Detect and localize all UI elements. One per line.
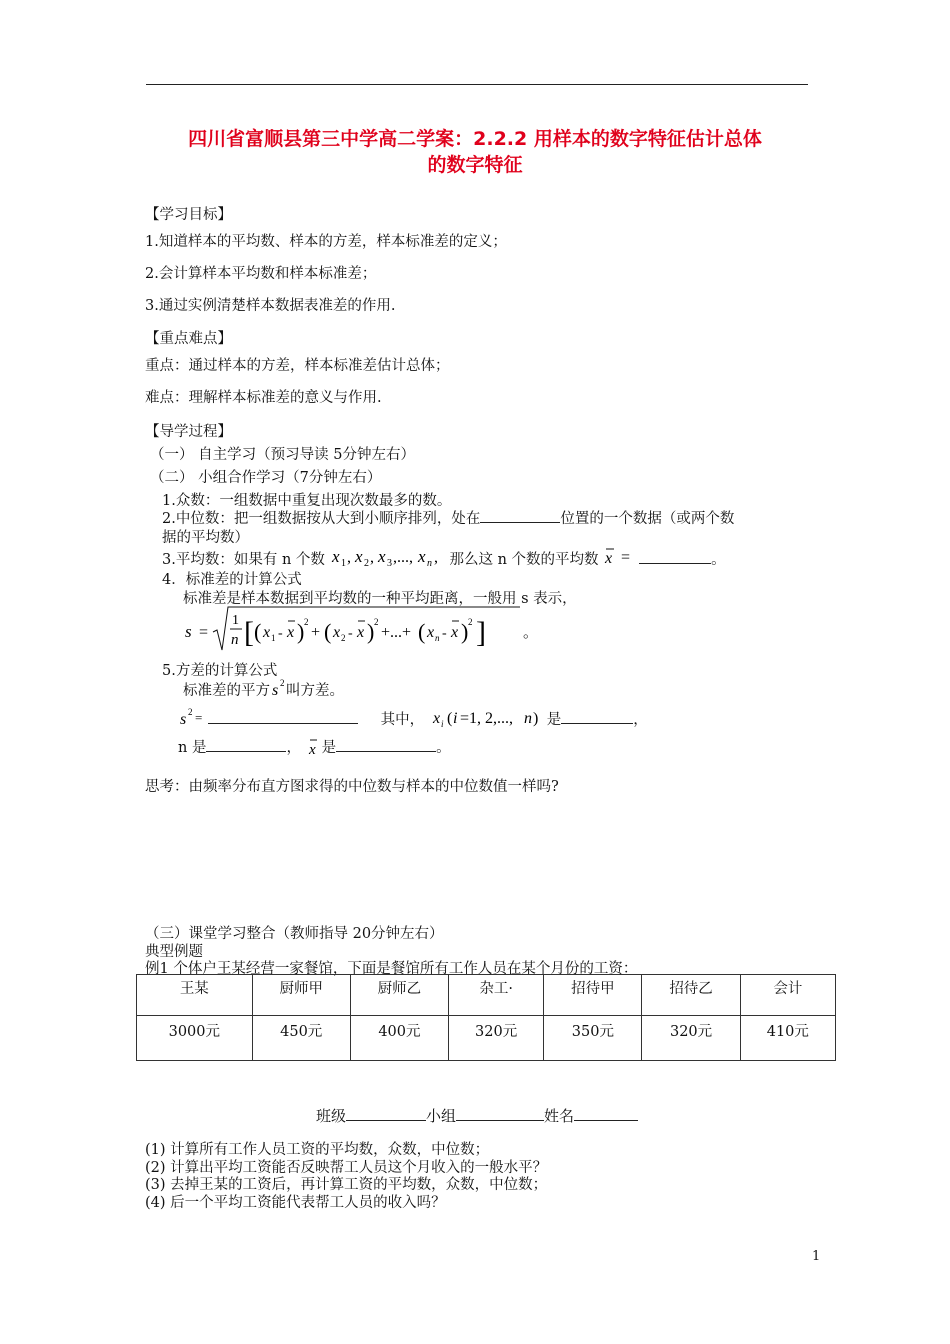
- wage-header-cell: 招待甲: [544, 975, 642, 1016]
- median-position-blank[interactable]: [480, 508, 560, 523]
- wage-header-cell: 厨师乙: [350, 975, 448, 1016]
- svg-text:2: 2: [374, 617, 379, 627]
- svg-text:1: 1: [232, 613, 239, 628]
- svg-text:x: x: [357, 624, 365, 641]
- svg-text:(: (: [254, 619, 262, 644]
- svg-text:。: 。: [523, 625, 539, 641]
- document-title: [130, 126, 820, 178]
- svg-text:): ): [532, 710, 539, 727]
- definition-median-cont: 据的平均数）: [162, 530, 249, 546]
- svg-text:2: 2: [280, 678, 285, 688]
- svg-text:=1, 2,...,: =1, 2,...,: [459, 710, 513, 727]
- wage-value-cell: 410元: [740, 1016, 835, 1061]
- wage-table: [136, 974, 836, 1061]
- svg-text:s: s: [185, 622, 192, 641]
- svg-text:x: x: [308, 742, 316, 758]
- svg-text:-: -: [278, 626, 283, 641]
- svg-text:x: x: [605, 550, 613, 567]
- think-question: 思考：由频率分布直方图求得的中位数与样本的中位数值一样吗?: [145, 779, 559, 795]
- sample-index-formula: [429, 707, 547, 729]
- question-list: [145, 1142, 547, 1212]
- svg-text:n: n: [426, 558, 432, 569]
- wage-value-cell: 320元: [449, 1016, 544, 1061]
- wage-value-cell: 450元: [252, 1016, 350, 1061]
- group-blank[interactable]: [456, 1106, 544, 1121]
- question-1: (1) 计算所有工作人员工资的平均数，众数，中位数；: [145, 1142, 490, 1158]
- svg-text:2: 2: [363, 558, 369, 569]
- xbar-meaning-blank[interactable]: [336, 737, 436, 752]
- svg-text:-: -: [442, 626, 447, 641]
- process-part-1: （一） 自主学习（预习导读 5分钟左右）: [150, 447, 415, 463]
- wage-header-cell: 招待乙: [642, 975, 740, 1016]
- wage-header-cell: 厨师甲: [252, 975, 350, 1016]
- svg-text:n: n: [231, 632, 239, 648]
- wage-value-cell: 3000元: [137, 1016, 253, 1061]
- variance-fill-line: s 2 = 其中， x i ( i =1, 2,..., n ) 是 ，: [180, 707, 648, 729]
- page-number: 1: [812, 1249, 821, 1264]
- wage-value-cell: 400元: [350, 1016, 448, 1061]
- mean-blank[interactable]: [639, 549, 711, 564]
- svg-text:s: s: [272, 682, 279, 699]
- svg-text:x: x: [331, 547, 340, 566]
- svg-text:x: x: [451, 624, 459, 641]
- variance-symbol: [270, 678, 286, 700]
- svg-text:(: (: [418, 619, 426, 644]
- sample-index-blank[interactable]: [561, 709, 633, 724]
- svg-text:,: ,: [433, 549, 438, 566]
- process-part-2: （二） 小组合作学习（7分钟左右）: [150, 470, 382, 486]
- difficulty-point: 难点：理解样本标准差的意义与作用.: [145, 390, 382, 406]
- svg-text:s: s: [180, 711, 187, 728]
- svg-text:1: 1: [271, 633, 276, 643]
- svg-text:]: ]: [476, 616, 486, 649]
- svg-text:): ): [367, 619, 375, 644]
- svg-text:x: x: [377, 547, 386, 566]
- svg-text:+: +: [311, 624, 321, 641]
- sample-sequence-formula: [330, 546, 450, 570]
- svg-text:3: 3: [386, 558, 392, 569]
- svg-text:1: 1: [340, 558, 346, 569]
- definition-median: 2.中位数：把一组数据按从大到小顺序排列，处在 位置的一个数据（或两个数: [162, 507, 734, 528]
- svg-text:,: ,: [346, 549, 351, 566]
- std-dev-description: 标准差是样本数据到平均数的一种平均距离，一般用 s 表示，: [183, 591, 577, 607]
- part-3-header: （三）课堂学习整合（教师指导 20分钟左右）: [145, 926, 444, 942]
- wage-header-cell: 杂工·: [449, 975, 544, 1016]
- objective-2: 2.会计算样本平均数和样本标准差；: [145, 266, 377, 282]
- svg-text:): ): [297, 619, 305, 644]
- wage-table-value-row: [137, 1016, 836, 1061]
- name-blank[interactable]: [574, 1106, 638, 1121]
- svg-text:x: x: [432, 710, 440, 727]
- svg-text:x: x: [333, 624, 341, 641]
- std-dev-formula: [180, 604, 540, 654]
- xbar-symbol: [306, 735, 322, 759]
- svg-text:+...+: +...+: [381, 624, 412, 641]
- definition-mode: 1.众数：一组数据中重复出现次数最多的数。: [162, 493, 452, 509]
- svg-text:x: x: [417, 547, 426, 566]
- svg-text:2: 2: [341, 633, 346, 643]
- title-line-2: 的数字特征: [427, 154, 523, 176]
- n-meaning-blank[interactable]: [206, 737, 286, 752]
- class-info-line: 班级 小组 姓名: [316, 1105, 638, 1126]
- variance-title: 5.方差的计算公式: [162, 663, 278, 679]
- wage-header-cell: 会计: [740, 975, 835, 1016]
- svg-text:i: i: [452, 710, 458, 727]
- class-blank[interactable]: [346, 1106, 426, 1121]
- svg-text:=: =: [199, 624, 209, 641]
- svg-text:[: [: [244, 616, 254, 649]
- svg-text:(: (: [324, 619, 332, 644]
- std-dev-title: 4．标准差的计算公式: [162, 572, 302, 588]
- key-point: 重点：通过样本的方差，样本标准差估计总体；: [145, 358, 450, 374]
- examples-header: 典型例题: [145, 944, 203, 960]
- question-4: (4) 后一个平均工资能代表帮工人员的收入吗？: [145, 1194, 446, 1211]
- wage-table-header-row: [137, 975, 836, 1016]
- question-3: (3) 去掉王某的工资后，再计算工资的平均数，众数，中位数；: [145, 1177, 548, 1193]
- svg-text:2: 2: [468, 617, 473, 627]
- objectives-header: 【学习目标】: [145, 207, 232, 223]
- svg-text:,: ,: [369, 549, 374, 566]
- svg-text:x: x: [263, 624, 271, 641]
- key-points-header: 【重点难点】: [145, 331, 232, 347]
- svg-text:i: i: [440, 719, 444, 729]
- svg-text:): ): [461, 619, 469, 644]
- svg-text:2: 2: [304, 617, 309, 627]
- variance-description: 标准差的平方 s 2 叫方差。: [183, 678, 344, 699]
- variance-formula-blank[interactable]: [208, 709, 358, 724]
- title-line-1: 四川省富顺县第三中学高二学案：2.2.2 用样本的数字特征估计总体: [188, 128, 762, 150]
- svg-text:=: =: [195, 710, 203, 725]
- svg-text:2: 2: [188, 707, 193, 717]
- svg-text:n: n: [523, 710, 532, 727]
- variance-equals: [178, 707, 208, 729]
- objective-1: 1.知道样本的平均数、样本的方差，样本标准差的定义；: [145, 234, 507, 250]
- example-1-text: 例1 个体户王某经营一家餐馆，下面是餐馆所有工作人员在某个月份的工资：: [145, 961, 638, 977]
- svg-text:=: =: [621, 549, 631, 566]
- header-rule: [146, 84, 808, 85]
- svg-text:(: (: [446, 710, 453, 727]
- svg-text:x: x: [287, 624, 295, 641]
- process-header: 【导学过程】: [145, 424, 232, 440]
- objective-3: 3.通过实例清楚样本数据表准差的作用.: [145, 298, 396, 314]
- n-xbar-line: n 是 ， x 是 。: [178, 735, 451, 759]
- question-2: (2) 计算出平均工资能否反映帮工人员这个月收入的一般水平？: [145, 1159, 548, 1176]
- svg-text:x: x: [427, 624, 435, 641]
- definition-mean: 3.平均数：如果有 n 个数 x 1 , x 2 , x 3 ,..., x n , 那么这 n 个数的平均数 x = 。: [162, 547, 726, 569]
- wage-value-cell: 320元: [642, 1016, 740, 1061]
- wage-value-cell: 350元: [544, 1016, 642, 1061]
- svg-text:x: x: [354, 547, 363, 566]
- wage-header-cell: 王某: [137, 975, 253, 1016]
- svg-text:,...,: ,...,: [392, 549, 413, 566]
- svg-text:n: n: [435, 633, 440, 643]
- svg-text:-: -: [348, 626, 353, 641]
- mean-symbol: [603, 546, 639, 570]
